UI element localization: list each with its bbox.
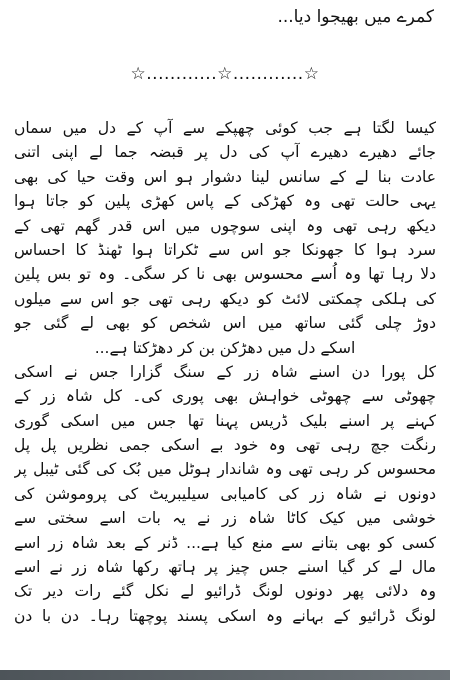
text-line: دونوں نے شاہ زر کی کامیابی سیلیبریٹ کی پروموشن کی (14, 484, 436, 503)
text-line: دلا رہا تھا وہ اُسے محسوس بھی نا کر سگی۔ وہ تو بس پلین (14, 265, 436, 284)
text-line: کل پورا دن اسنے شاہ زر کے سنگ گزارا جس نے اسکی (14, 362, 436, 381)
text-line: رنگت جچ رہی تھی وہ خود بے اسکی جمی نظریں پل پل (14, 436, 436, 455)
text-line: لونگ ڈرائیو کے بہانے وہ اسکی پسند پوچھتا رہا۔ دن با دن (14, 606, 436, 625)
text-line: مال لے کر گیا اسنے جس چیز پر ہاتھ رکھا شاہ زر نے اسے (14, 558, 436, 577)
text-line: کیسا لگتا ہے جب کوئی چھپکے سے آپ کے دل میں سماں (14, 119, 436, 137)
top-line: کمرے میں بھیجوا دیا... (277, 7, 434, 27)
text-line: چھوٹی سے چھوٹی خواہش بھی پوری کی۔ کل شاہ زر کے (14, 387, 436, 406)
text-line: یہی حالت تھی وہ کھڑکی کے پاس کھڑی پلین کو جاتا ہوا (14, 192, 436, 211)
text-line: سرد ہوا کا جھونکا جو اس سے ٹکراتا ہوا ٹھنڈ کا احساس (14, 240, 436, 259)
text-line: خوشی میں کیک کاٹا شاہ زر نے یہ بات اسے سختی سے (14, 509, 436, 528)
text-line: دیکھ رہی تھی وہ اپنی سوچوں میں اس قدر گھم تھی کے (14, 216, 436, 235)
story-body (14, 116, 436, 628)
text-line: کہنے پر اسنے بلیک ڈریس پہنا تھا جس میں اسکی گوری (14, 411, 436, 430)
text-line: محسوس کر رہی تھی وہ شاندار ہوٹل میں بُک کی گئی ٹیبل پر (14, 460, 436, 479)
bottom-bar (0, 670, 450, 680)
text-line: عادت بنا لے کے سانس لینا دشوار ہو اس وقت حیا کی بھی (14, 167, 436, 186)
text-line: وہ دلائی پھر دونوں لونگ ڈرائیو لے نکل گئے رات دیر تک (14, 582, 436, 601)
text-line: دوڑ چلی گئی ساتھ میں اس شخص کو بھی لے گئی جو (14, 314, 436, 333)
text-line: کسی کو بھی بتانے سے منع کیا ہے... ڈنر کے بعد شاہ زر اسے (14, 533, 436, 552)
text-line: جائے دھیرے دھیرے آپ کی دل پر قبضہ جما لے اپنی اتنی (14, 143, 436, 162)
scene-separator: ☆............☆............☆ (130, 64, 320, 84)
text-line: اسکے دل میں دھڑکن بن کر دھڑکتا ہے... (94, 338, 356, 357)
text-line: کی ہلکی چمکتی لائٹ کو دیکھ رہی تھی جو اس سے میلوں (14, 289, 436, 308)
